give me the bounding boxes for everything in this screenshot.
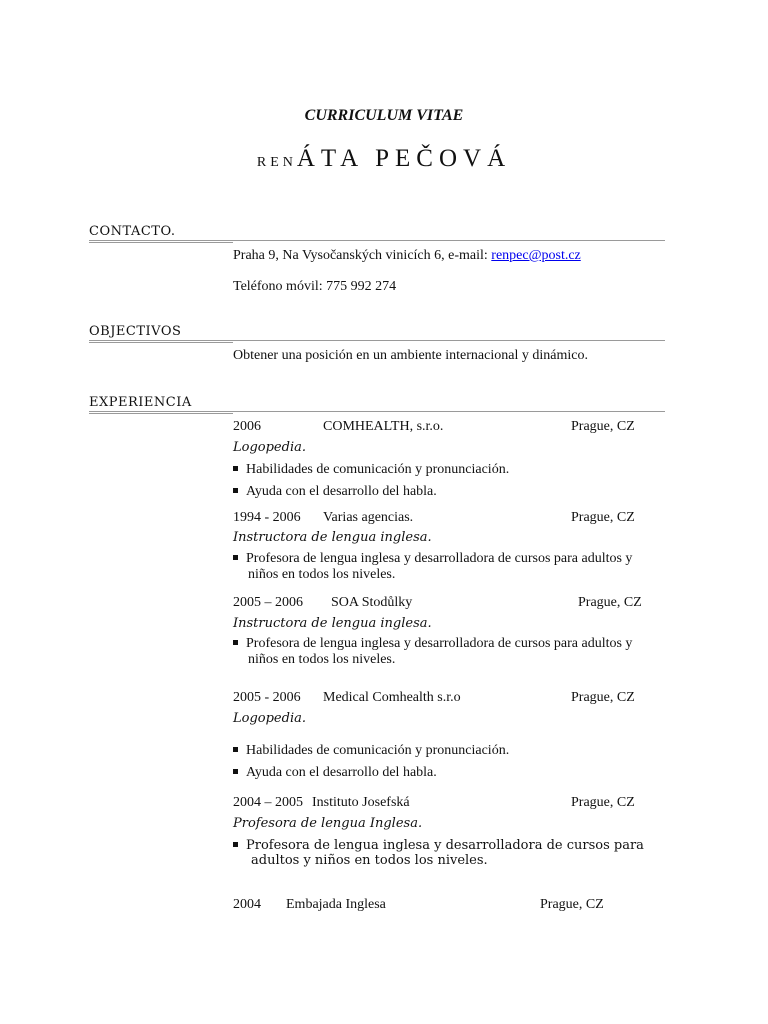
job-years: 2005 - 2006 <box>233 690 301 705</box>
job-company: Embajada Inglesa <box>286 897 386 912</box>
section-heading-experience: EXPERIENCIA <box>89 395 665 412</box>
job-company: Varias agencias. <box>323 510 414 525</box>
divider <box>89 413 233 414</box>
list-item <box>233 484 673 500</box>
list-item <box>233 636 673 668</box>
job-company: SOA Stodůlky <box>331 595 413 610</box>
cv-title: CURRICULUM VITAE <box>304 107 464 124</box>
job-years: 2004 – 2005 <box>233 795 303 810</box>
name-main: ÁTA PEČOVÁ <box>296 145 512 172</box>
job-years: 2006 <box>233 419 261 434</box>
job-role: Instructora de lengua inglesa. <box>233 530 432 545</box>
job-company: Medical Comhealth s.r.o <box>323 690 461 705</box>
job-location: Prague, CZ <box>578 595 642 610</box>
job-company: COMHEALTH, s.r.o. <box>323 419 444 434</box>
bullet-text: Ayuda con el desarrollo del habla. <box>246 484 437 499</box>
list-item <box>233 743 673 759</box>
bullet-text-continued: adultos y niños en todos los niveles. <box>251 853 488 868</box>
bullet-icon <box>233 842 238 847</box>
address-text: Praha 9, Na Vysočanských vinicích 6, e-mail: <box>233 248 488 263</box>
bullet-icon <box>233 466 238 471</box>
contact-phone: Teléfono móvil: 775 992 274 <box>233 279 397 294</box>
bullet-text: Profesora de lengua inglesa y desarrolladora de cursos para adultos y <box>246 551 633 566</box>
bullet-text: Profesora de lengua inglesa y desarrolladora de cursos para adultos y <box>246 636 633 651</box>
list-item <box>233 838 673 868</box>
bullet-text: Ayuda con el desarrollo del habla. <box>246 765 437 780</box>
contact-address <box>233 248 581 264</box>
bullet-icon <box>233 488 238 493</box>
job-location: Prague, CZ <box>571 419 635 434</box>
bullet-text-continued: niños en todos los niveles. <box>248 652 396 667</box>
bullet-icon <box>233 555 238 560</box>
candidate-name <box>0 145 768 173</box>
objectives-text: Obtener una posición en un ambiente internacional y dinámico. <box>233 348 588 363</box>
job-location: Prague, CZ <box>540 897 604 912</box>
list-item <box>233 462 673 478</box>
bullet-icon <box>233 747 238 752</box>
job-years: 1994 - 2006 <box>233 510 301 525</box>
job-location: Prague, CZ <box>571 795 635 810</box>
job-role: Profesora de lengua Inglesa. <box>233 816 423 831</box>
bullet-text: Profesora de lengua inglesa y desarrolladora de cursos para <box>246 838 644 853</box>
bullet-text: Habilidades de comunicación y pronunciación. <box>246 743 510 758</box>
list-item <box>233 765 673 781</box>
job-role: Logopedia. <box>233 440 306 455</box>
list-item <box>233 551 673 583</box>
email-link[interactable]: renpec@post.cz <box>491 248 581 263</box>
bullet-text: Habilidades de comunicación y pronunciación. <box>246 462 510 477</box>
job-location: Prague, CZ <box>571 510 635 525</box>
job-company: Instituto Josefská <box>312 795 410 810</box>
job-role: Instructora de lengua inglesa. <box>233 616 432 631</box>
job-location: Prague, CZ <box>571 690 635 705</box>
name-prefix: REN <box>256 155 297 170</box>
job-years: 2005 – 2006 <box>233 595 303 610</box>
bullet-text-continued: niños en todos los niveles. <box>248 567 396 582</box>
section-heading-contact: CONTACTO. <box>89 224 665 241</box>
divider <box>89 342 233 343</box>
job-role: Logopedia. <box>233 711 306 726</box>
section-heading-objectives: OBJECTIVOS <box>89 324 665 341</box>
bullet-icon <box>233 640 238 645</box>
job-years: 2004 <box>233 897 261 912</box>
bullet-icon <box>233 769 238 774</box>
divider <box>89 242 233 243</box>
